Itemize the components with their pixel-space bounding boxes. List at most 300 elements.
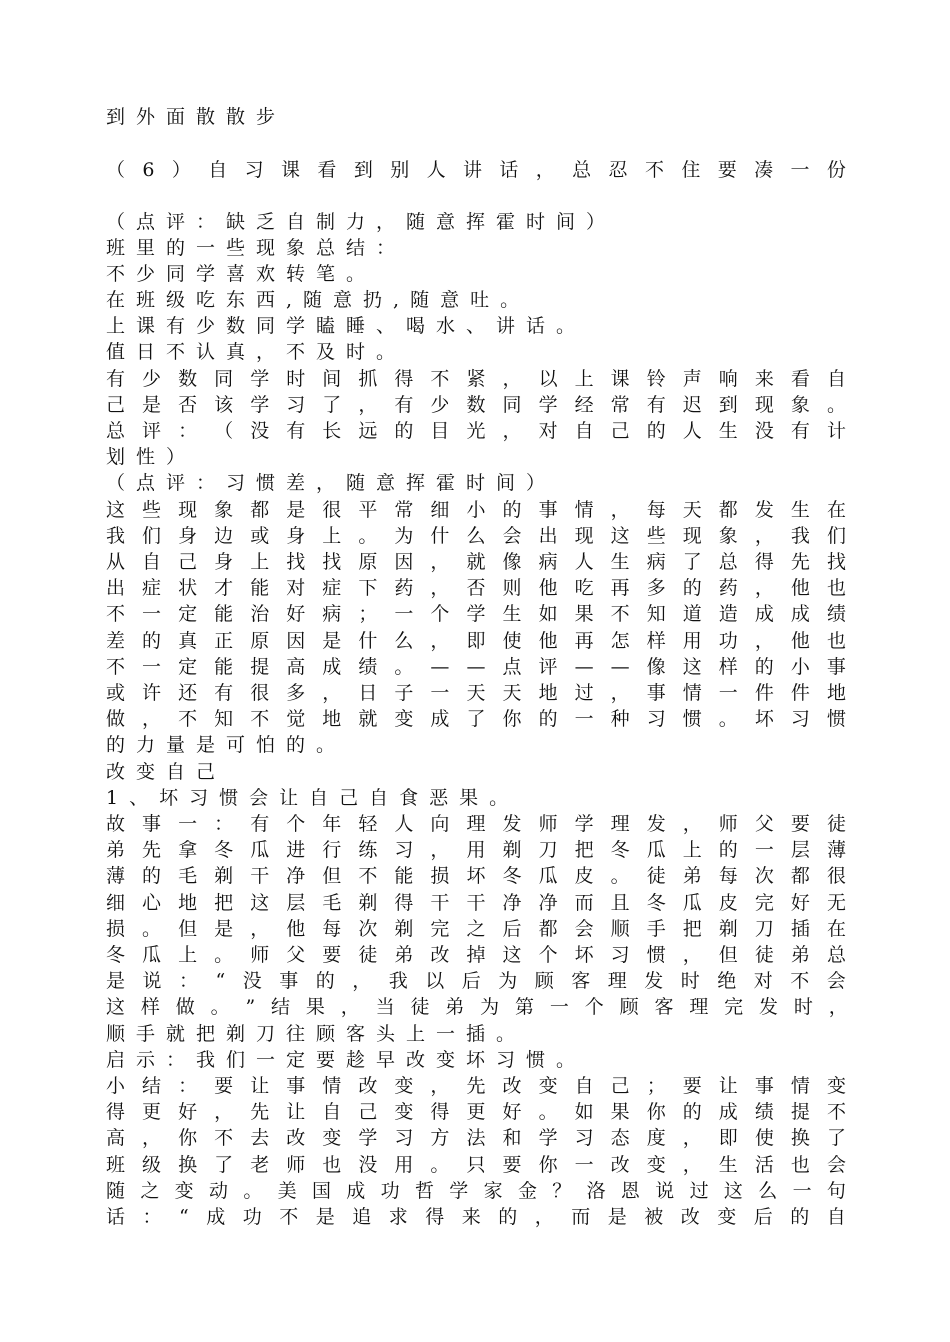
text-char: 次: [358, 918, 378, 940]
text-char: 客: [571, 970, 591, 992]
text-char: 成: [754, 603, 774, 625]
text-char: 药: [394, 577, 414, 599]
text-char: 坏: [466, 865, 486, 887]
text-line: 启示：我们一定要趁早改变坏习惯。: [106, 1049, 587, 1071]
text-char: ，: [610, 682, 630, 704]
text-char: 数: [466, 394, 486, 416]
text-char: ，: [430, 577, 450, 599]
text-char: 个: [584, 996, 604, 1018]
text-char: 小: [466, 499, 486, 521]
text-char: 先: [142, 839, 162, 861]
text-char: 们: [142, 525, 162, 547]
text-char: 种: [610, 708, 630, 730]
text-char: 的: [498, 1206, 518, 1228]
text-char: 活: [754, 1154, 774, 1176]
text-char: 好: [502, 1101, 522, 1123]
text-char: 没: [358, 1154, 378, 1176]
text-char: —: [430, 656, 450, 678]
text-char: 也: [790, 1154, 810, 1176]
text-char: —: [610, 656, 630, 678]
text-char: 自: [574, 1075, 594, 1097]
text-char: 顾: [534, 970, 554, 992]
text-char: 冬: [646, 892, 666, 914]
text-char: 会: [502, 525, 522, 547]
text-char: 人: [574, 551, 594, 573]
text-char: 药: [718, 577, 738, 599]
text-char: ，: [340, 996, 360, 1018]
text-char: 有: [250, 813, 270, 835]
text-line: [106, 1073, 846, 1099]
text-char: 过: [574, 682, 594, 704]
text-line: [106, 366, 846, 392]
text-char: 能: [250, 577, 270, 599]
text-char: 症: [322, 577, 342, 599]
text-char: 做: [106, 708, 126, 730]
text-char: 原: [250, 630, 270, 652]
text-char: 他: [538, 630, 558, 652]
text-char: 后: [753, 1206, 773, 1228]
text-char: 己: [610, 1075, 630, 1097]
text-char: 法: [466, 1127, 486, 1149]
text-char: 课: [610, 368, 630, 390]
text-char: 一: [549, 996, 569, 1018]
text-char: 道: [682, 603, 702, 625]
text-char: 习: [394, 839, 414, 861]
text-char: 习: [646, 708, 666, 730]
text-char: 总: [572, 159, 592, 181]
text-char: 出: [538, 525, 558, 547]
text-char: 们: [826, 525, 846, 547]
line-justify: [106, 549, 846, 575]
text-char: 之: [466, 918, 486, 940]
line-justify: [106, 497, 846, 523]
text-char: 天: [502, 682, 522, 704]
text-char: 像: [646, 656, 666, 678]
text-char: 果: [305, 996, 325, 1018]
text-char: 习: [574, 1127, 594, 1149]
text-char: 个: [430, 603, 450, 625]
text-char: 练: [358, 839, 378, 861]
line-justify: [106, 418, 846, 444]
text-char: 用: [466, 839, 486, 861]
text-char: 徒: [646, 865, 666, 887]
text-char: ，: [142, 708, 162, 730]
text-char: 这: [250, 892, 270, 914]
text-char: 师: [286, 1154, 306, 1176]
text-char: 这: [723, 1180, 743, 1202]
line-justify: [106, 811, 846, 837]
text-char: 。: [142, 918, 162, 940]
text-char: 每: [718, 865, 738, 887]
line-justify: [106, 628, 846, 654]
text-char: 发: [502, 813, 522, 835]
text-char: 能: [214, 656, 234, 678]
text-char: 事: [754, 1075, 774, 1097]
text-char: 净: [502, 892, 522, 914]
text-char: 而: [571, 1206, 591, 1228]
text-char: 做: [175, 996, 195, 1018]
text-char: 冬: [610, 839, 630, 861]
text-char: 改: [358, 1075, 378, 1097]
line-justify: [106, 863, 846, 889]
text-char: 是: [315, 1206, 335, 1228]
text-char: 不: [214, 1127, 234, 1149]
text-char: 态: [610, 1127, 630, 1149]
text-char: 也: [826, 577, 846, 599]
text-char: 从: [106, 551, 126, 573]
text-char: 惯: [826, 708, 846, 730]
text-char: 对: [538, 420, 558, 442]
text-char: 则: [502, 577, 522, 599]
text-char: 习: [244, 159, 264, 181]
text-char: 么: [394, 630, 414, 652]
text-char: ；: [358, 603, 378, 625]
text-char: 说: [142, 970, 162, 992]
text-char: 瓜: [250, 839, 270, 861]
text-char: ：: [179, 970, 199, 992]
text-line: [106, 601, 846, 627]
text-char: 没: [250, 420, 270, 442]
text-char: 冬: [106, 944, 126, 966]
text-char: 就: [358, 708, 378, 730]
text-char: 剃: [394, 918, 414, 940]
line-justify: [106, 157, 846, 183]
text-char: 你: [538, 1154, 558, 1176]
text-char: 找: [826, 551, 846, 573]
text-char: 事: [538, 499, 558, 521]
text-char: 冬: [502, 865, 522, 887]
text-char: 追: [352, 1206, 372, 1228]
text-char: 不: [644, 159, 664, 181]
text-char: 他: [286, 918, 306, 940]
text-char: 有: [286, 420, 306, 442]
text-char: 剃: [358, 892, 378, 914]
text-char: 身: [214, 551, 234, 573]
text-char: 差: [106, 630, 126, 652]
text-char: 再: [574, 630, 594, 652]
text-char: ，: [430, 839, 450, 861]
text-char: 去: [250, 1127, 270, 1149]
text-char: 出: [106, 577, 126, 599]
text-char: ，: [322, 682, 342, 704]
text-char: 同: [502, 394, 522, 416]
text-char: 了: [682, 551, 702, 573]
text-char: 的: [538, 708, 558, 730]
text-char: 句: [826, 1180, 846, 1202]
text-line: 不少同学喜欢转笔。: [106, 263, 377, 285]
text-char: 方: [430, 1127, 450, 1149]
text-char: ，: [682, 944, 702, 966]
text-char: 事: [826, 656, 846, 678]
text-char: 师: [718, 813, 738, 835]
text-char: 求: [388, 1206, 408, 1228]
text-char: （: [214, 420, 234, 442]
text-char: ，: [535, 159, 555, 181]
text-char: 我: [790, 525, 810, 547]
text-char: 成: [346, 1180, 366, 1202]
text-char: 己: [610, 420, 630, 442]
text-char: 如: [574, 1101, 594, 1123]
text-char: 了: [826, 1127, 846, 1149]
text-line: [106, 863, 846, 889]
text-line: [106, 418, 846, 444]
text-char: 客: [654, 996, 674, 1018]
text-char: 功: [242, 1206, 262, 1228]
text-char: 把: [214, 892, 234, 914]
text-char: 不: [826, 1101, 846, 1123]
text-char: 但: [178, 918, 198, 940]
text-char: 徒: [826, 813, 846, 835]
text-char: 光: [466, 420, 486, 442]
text-char: 刀: [754, 918, 774, 940]
text-char: 班: [106, 1154, 126, 1176]
text-char: 成: [322, 656, 342, 678]
text-char: 现: [682, 525, 702, 547]
line-justify: [106, 890, 846, 916]
text-char: 该: [214, 394, 234, 416]
text-char: 或: [106, 682, 126, 704]
text-char: 定: [178, 603, 198, 625]
text-char: 理: [466, 813, 486, 835]
text-char: 。: [610, 865, 630, 887]
text-char: 病: [322, 603, 342, 625]
text-char: 把: [574, 839, 594, 861]
text-char: 要: [322, 944, 342, 966]
text-char: 徒: [410, 996, 430, 1018]
text-char: 现: [178, 499, 198, 521]
text-char: 洛: [586, 1180, 606, 1202]
text-char: 铃: [646, 368, 666, 390]
text-char: 再: [610, 577, 630, 599]
text-char: 变: [394, 1075, 414, 1097]
text-line: [106, 680, 846, 706]
text-char: 干: [250, 865, 270, 887]
text-char: 能: [214, 603, 234, 625]
text-char: 干: [466, 892, 486, 914]
line-justify: [106, 366, 846, 392]
text-char: 瓜: [538, 865, 558, 887]
text-char: 改: [502, 1075, 522, 1097]
text-char: 不: [106, 656, 126, 678]
text-char: 不: [178, 708, 198, 730]
text-char: 要: [717, 159, 737, 181]
text-char: 行: [322, 839, 342, 861]
text-char: 这: [106, 996, 126, 1018]
text-char: 了: [322, 394, 342, 416]
text-char: 否: [466, 577, 486, 599]
text-char: 身: [286, 525, 306, 547]
text-char: 地: [178, 892, 198, 914]
text-char: 细: [430, 499, 450, 521]
text-char: 一: [142, 656, 162, 678]
text-line: [106, 628, 846, 654]
text-char: 自: [208, 159, 228, 181]
text-char: 损: [430, 865, 450, 887]
text-char: 你: [502, 708, 522, 730]
text-char: 病: [538, 551, 558, 573]
text-char: 是: [286, 499, 306, 521]
text-char: 响: [718, 368, 738, 390]
text-char: 。: [358, 525, 378, 547]
text-char: 理: [689, 996, 709, 1018]
line-justify: [106, 601, 846, 627]
text-char: 但: [718, 944, 738, 966]
text-char: 瓜: [142, 944, 162, 966]
text-char: 个: [286, 813, 306, 835]
text-char: ：: [178, 420, 198, 442]
text-char: 结: [142, 1075, 162, 1097]
text-line: [106, 1152, 846, 1178]
text-char: 先: [790, 551, 810, 573]
text-char: 无: [826, 892, 846, 914]
text-char: ，: [754, 630, 774, 652]
text-char: 不: [790, 970, 810, 992]
text-char: 即: [466, 630, 486, 652]
text-char: 一: [574, 708, 594, 730]
text-char: 且: [610, 892, 630, 914]
text-char: 时: [286, 368, 306, 390]
text-char: 事: [279, 970, 299, 992]
text-char: 每: [322, 918, 342, 940]
text-char: 绩: [358, 656, 378, 678]
text-char: 地: [538, 682, 558, 704]
text-char: 很: [250, 682, 270, 704]
text-char: 用: [682, 630, 702, 652]
text-char: 每: [646, 499, 666, 521]
text-char: 学: [449, 1180, 469, 1202]
text-char: 要: [790, 813, 810, 835]
text-char: 别: [390, 159, 410, 181]
text-line: 1、坏习惯会让自己自食恶果。: [106, 787, 520, 809]
text-char: 己: [106, 394, 126, 416]
text-char: 干: [430, 892, 450, 914]
text-char: 得: [394, 892, 414, 914]
text-char: 让: [286, 1101, 306, 1123]
text-char: 少: [142, 368, 162, 390]
text-char: 国: [311, 1180, 331, 1202]
text-char: 提: [250, 656, 270, 678]
text-char: 来: [754, 368, 774, 390]
text-char: 总: [826, 944, 846, 966]
text-char: 小: [790, 656, 810, 678]
text-line: 到外面散散步: [106, 106, 287, 128]
text-char: 真: [178, 630, 198, 652]
text-char: 是: [214, 918, 234, 940]
text-char: 没: [754, 420, 774, 442]
text-char: 象: [718, 525, 738, 547]
text-line: [106, 942, 846, 968]
text-char: 己: [178, 551, 198, 573]
text-char: 忍: [608, 159, 628, 181]
text-char: 金: [517, 1180, 537, 1202]
text-line: [106, 549, 846, 575]
text-line: [106, 706, 846, 732]
text-char: 你: [178, 1127, 198, 1149]
text-char: 是: [106, 970, 126, 992]
text-char: 的: [394, 420, 414, 442]
text-char: 向: [430, 813, 450, 835]
text-char: ：: [178, 1075, 198, 1097]
text-char: 身: [178, 525, 198, 547]
text-char: 己: [358, 1101, 378, 1123]
text-char: 都: [718, 499, 738, 521]
text-char: 不: [250, 708, 270, 730]
text-char: 他: [790, 630, 810, 652]
text-char: ，: [682, 1127, 702, 1149]
text-char: 习: [286, 394, 306, 416]
text-char: 什: [430, 525, 450, 547]
text-char: 总: [106, 420, 126, 442]
line-justify: [106, 680, 846, 706]
text-char: 了: [466, 708, 486, 730]
text-char: “: [215, 970, 226, 992]
text-char: 惯: [646, 944, 666, 966]
text-char: 会: [574, 918, 594, 940]
text-char: 恩: [620, 1180, 640, 1202]
line-justify: [106, 837, 846, 863]
text-char: ，: [610, 499, 630, 521]
text-char: 层: [790, 839, 810, 861]
text-char: 象: [214, 499, 234, 521]
text-char: 掉: [466, 944, 486, 966]
text-char: 知: [646, 603, 666, 625]
text-char: 很: [322, 499, 342, 521]
text-char: 变: [826, 1075, 846, 1097]
text-char: 得: [430, 1101, 450, 1123]
text-char: 知: [214, 708, 234, 730]
text-char: 之: [140, 1180, 160, 1202]
text-char: 好: [790, 892, 810, 914]
text-line: [106, 654, 846, 680]
text-char: 美: [277, 1180, 297, 1202]
text-char: 人: [426, 159, 446, 181]
text-char: 对: [753, 970, 773, 992]
text-char: 话: [499, 159, 519, 181]
text-char: 不: [430, 368, 450, 390]
text-char: 绩: [754, 1101, 774, 1123]
text-char: 惯: [682, 708, 702, 730]
text-char: 事: [286, 1075, 306, 1097]
text-char: 份: [826, 159, 846, 181]
text-char: 得: [394, 368, 414, 390]
line-justify: [106, 1073, 846, 1099]
text-char: 净: [286, 865, 306, 887]
text-char: 完: [724, 996, 744, 1018]
text-char: 更: [142, 1101, 162, 1123]
text-char: 生: [718, 420, 738, 442]
text-char: ”: [245, 996, 256, 1018]
text-line: [106, 392, 846, 418]
text-char: 剃: [718, 918, 738, 940]
text-char: 有: [646, 394, 666, 416]
text-char: （: [106, 159, 126, 181]
text-char: 造: [718, 603, 738, 625]
text-char: 理: [607, 970, 627, 992]
text-char: “: [179, 1206, 189, 1228]
text-char: —: [466, 656, 486, 678]
text-char: 损: [106, 918, 126, 940]
text-char: 讲: [462, 159, 482, 181]
text-char: 不: [358, 865, 378, 887]
text-line: （点评：习惯差，随意挥霍时间）: [106, 472, 557, 494]
text-char: 是: [142, 394, 162, 416]
text-char: 改: [286, 1127, 306, 1149]
text-char: 顾: [619, 996, 639, 1018]
text-char: ；: [646, 1075, 666, 1097]
text-char: 我: [106, 525, 126, 547]
text-line: [106, 1178, 846, 1204]
text-char: 有: [394, 394, 414, 416]
